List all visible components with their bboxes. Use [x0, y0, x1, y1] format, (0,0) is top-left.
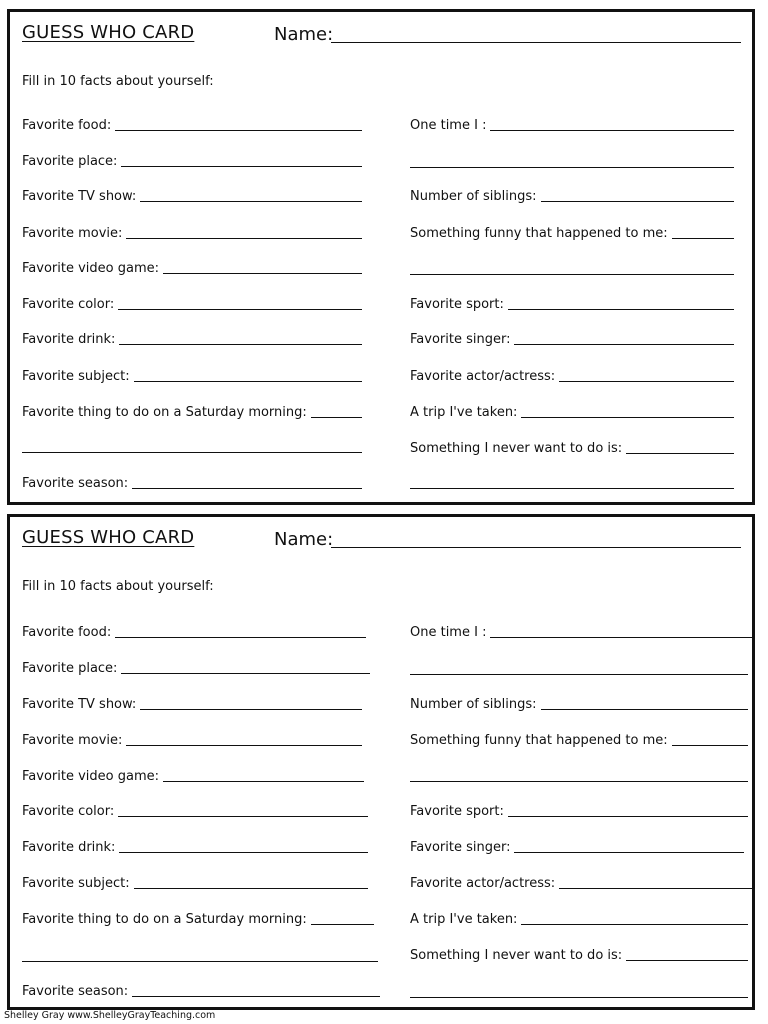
answer-line[interactable] [121, 673, 370, 674]
field-favorite-color[interactable] [22, 800, 368, 820]
field-favorite-subject[interactable] [22, 365, 362, 385]
field-label: Favorite singer: [410, 332, 511, 347]
field-siblings[interactable] [410, 693, 748, 713]
name-input-line[interactable] [331, 42, 741, 43]
answer-line[interactable] [410, 167, 734, 168]
field-label: Something I never want to do is: [410, 441, 623, 456]
field-favorite-food[interactable] [22, 621, 366, 641]
field-label: A trip I've taken: [410, 912, 518, 927]
answer-line[interactable] [541, 201, 734, 202]
answer-line[interactable] [521, 417, 734, 418]
field-label: Favorite sport: [410, 804, 504, 819]
field-label: Favorite subject: [22, 369, 130, 384]
answer-line[interactable] [126, 745, 362, 746]
field-label: One time I : [410, 625, 487, 640]
answer-line[interactable] [514, 852, 744, 853]
field-label: Favorite actor/actress: [410, 876, 556, 891]
field-favorite-drink[interactable] [22, 836, 368, 856]
field-label: Favorite thing to do on a Saturday morning: [22, 405, 307, 420]
field-label: Favorite movie: [22, 733, 123, 748]
field-label: Favorite TV show: [22, 189, 137, 204]
field-label: Favorite movie: [22, 226, 123, 241]
answer-line[interactable] [311, 924, 374, 925]
answer-line[interactable] [118, 309, 362, 310]
answer-line[interactable] [559, 888, 754, 889]
field-never-want[interactable] [410, 437, 734, 457]
answer-line[interactable] [119, 344, 362, 345]
field-favorite-actor[interactable] [410, 365, 734, 385]
field-label: Something funny that happened to me: [410, 226, 668, 241]
field-label: Favorite TV show: [22, 697, 137, 712]
footer-credit: Shelley Gray www.ShelleyGrayTeaching.com [4, 1010, 216, 1021]
field-label: Favorite food: [22, 118, 112, 133]
field-label: Favorite drink: [22, 840, 116, 855]
answer-line[interactable] [626, 453, 734, 454]
field-one-time[interactable] [410, 621, 752, 641]
field-never-want[interactable] [410, 944, 748, 964]
field-favorite-drink[interactable] [22, 328, 362, 348]
answer-line[interactable] [115, 637, 366, 638]
field-something-funny[interactable] [410, 729, 748, 749]
field-label: Favorite actor/actress: [410, 369, 556, 384]
answer-line[interactable] [559, 381, 734, 382]
field-trip-taken[interactable] [410, 908, 748, 928]
field-favorite-place[interactable] [22, 150, 362, 170]
answer-line[interactable] [410, 781, 748, 782]
answer-line[interactable] [126, 238, 362, 239]
answer-line[interactable] [508, 816, 748, 817]
field-label: One time I : [410, 118, 487, 133]
field-favorite-singer[interactable] [410, 328, 734, 348]
answer-line[interactable] [132, 996, 380, 997]
answer-line[interactable] [410, 488, 734, 489]
answer-line[interactable] [140, 201, 362, 202]
answer-line[interactable] [672, 745, 748, 746]
field-favorite-saturday[interactable] [22, 401, 362, 421]
answer-line[interactable] [119, 852, 368, 853]
field-favorite-subject[interactable] [22, 872, 368, 892]
card-title: GUESS WHO CARD [22, 527, 195, 548]
answer-line[interactable] [140, 709, 362, 710]
field-favorite-food[interactable] [22, 114, 362, 134]
field-favorite-season[interactable] [22, 472, 362, 492]
answer-line[interactable] [132, 488, 362, 489]
field-label: Favorite video game: [22, 261, 159, 276]
field-label: Favorite place: [22, 154, 118, 169]
field-favorite-movie[interactable] [22, 729, 362, 749]
field-favorite-season[interactable] [22, 980, 380, 1000]
field-label: Something funny that happened to me: [410, 733, 668, 748]
field-favorite-singer[interactable] [410, 836, 744, 856]
field-label: Something I never want to do is: [410, 948, 623, 963]
answer-line[interactable] [410, 674, 748, 675]
answer-line[interactable] [626, 960, 748, 961]
field-label: A trip I've taken: [410, 405, 518, 420]
field-siblings[interactable] [410, 185, 734, 205]
field-label: Favorite thing to do on a Saturday morning: [22, 912, 307, 927]
answer-line[interactable] [541, 709, 748, 710]
field-trip-taken[interactable] [410, 401, 734, 421]
field-label: Number of siblings: [410, 697, 537, 712]
answer-line[interactable] [118, 816, 368, 817]
answer-line[interactable] [508, 309, 734, 310]
field-label: Favorite season: [22, 984, 129, 999]
answer-line[interactable] [311, 417, 362, 418]
instructions: Fill in 10 facts about yourself: [22, 74, 214, 89]
field-label: Favorite sport: [410, 297, 504, 312]
card-title: GUESS WHO CARD [22, 22, 195, 43]
answer-line[interactable] [410, 997, 748, 998]
field-label: Favorite video game: [22, 769, 159, 784]
answer-line[interactable] [490, 130, 734, 131]
answer-line[interactable] [22, 961, 378, 962]
guess-who-card-1 [7, 9, 755, 505]
answer-line[interactable] [22, 452, 362, 453]
answer-line[interactable] [134, 381, 362, 382]
answer-line[interactable] [514, 344, 734, 345]
field-label: Favorite singer: [410, 840, 511, 855]
field-favorite-color[interactable] [22, 293, 362, 313]
name-label: Name: [274, 529, 334, 550]
answer-line[interactable] [521, 924, 748, 925]
field-label: Number of siblings: [410, 189, 537, 204]
field-favorite-tv-show[interactable] [22, 693, 362, 713]
field-favorite-sport[interactable] [410, 800, 748, 820]
field-label: Favorite subject: [22, 876, 130, 891]
name-label: Name: [274, 24, 334, 45]
guess-who-card-2 [7, 514, 755, 1010]
answer-line[interactable] [490, 637, 752, 638]
answer-line[interactable] [121, 166, 362, 167]
field-favorite-sport[interactable] [410, 293, 734, 313]
field-label: Favorite drink: [22, 332, 116, 347]
field-favorite-actor[interactable] [410, 872, 754, 892]
field-favorite-video-game[interactable] [22, 765, 364, 785]
name-input-line[interactable] [331, 547, 741, 548]
answer-line[interactable] [115, 130, 362, 131]
field-one-time[interactable] [410, 114, 734, 134]
field-favorite-video-game[interactable] [22, 257, 362, 277]
field-label: Favorite color: [22, 297, 115, 312]
field-label: Favorite place: [22, 661, 118, 676]
field-label: Favorite food: [22, 625, 112, 640]
answer-line[interactable] [163, 781, 364, 782]
field-label: Favorite season: [22, 476, 129, 491]
field-favorite-saturday[interactable] [22, 908, 374, 928]
instructions: Fill in 10 facts about yourself: [22, 579, 214, 594]
field-label: Favorite color: [22, 804, 115, 819]
field-favorite-tv-show[interactable] [22, 185, 362, 205]
answer-line[interactable] [134, 888, 368, 889]
field-something-funny[interactable] [410, 222, 734, 242]
field-favorite-place[interactable] [22, 657, 370, 677]
answer-line[interactable] [410, 274, 734, 275]
answer-line[interactable] [672, 238, 734, 239]
field-favorite-movie[interactable] [22, 222, 362, 242]
answer-line[interactable] [163, 273, 362, 274]
